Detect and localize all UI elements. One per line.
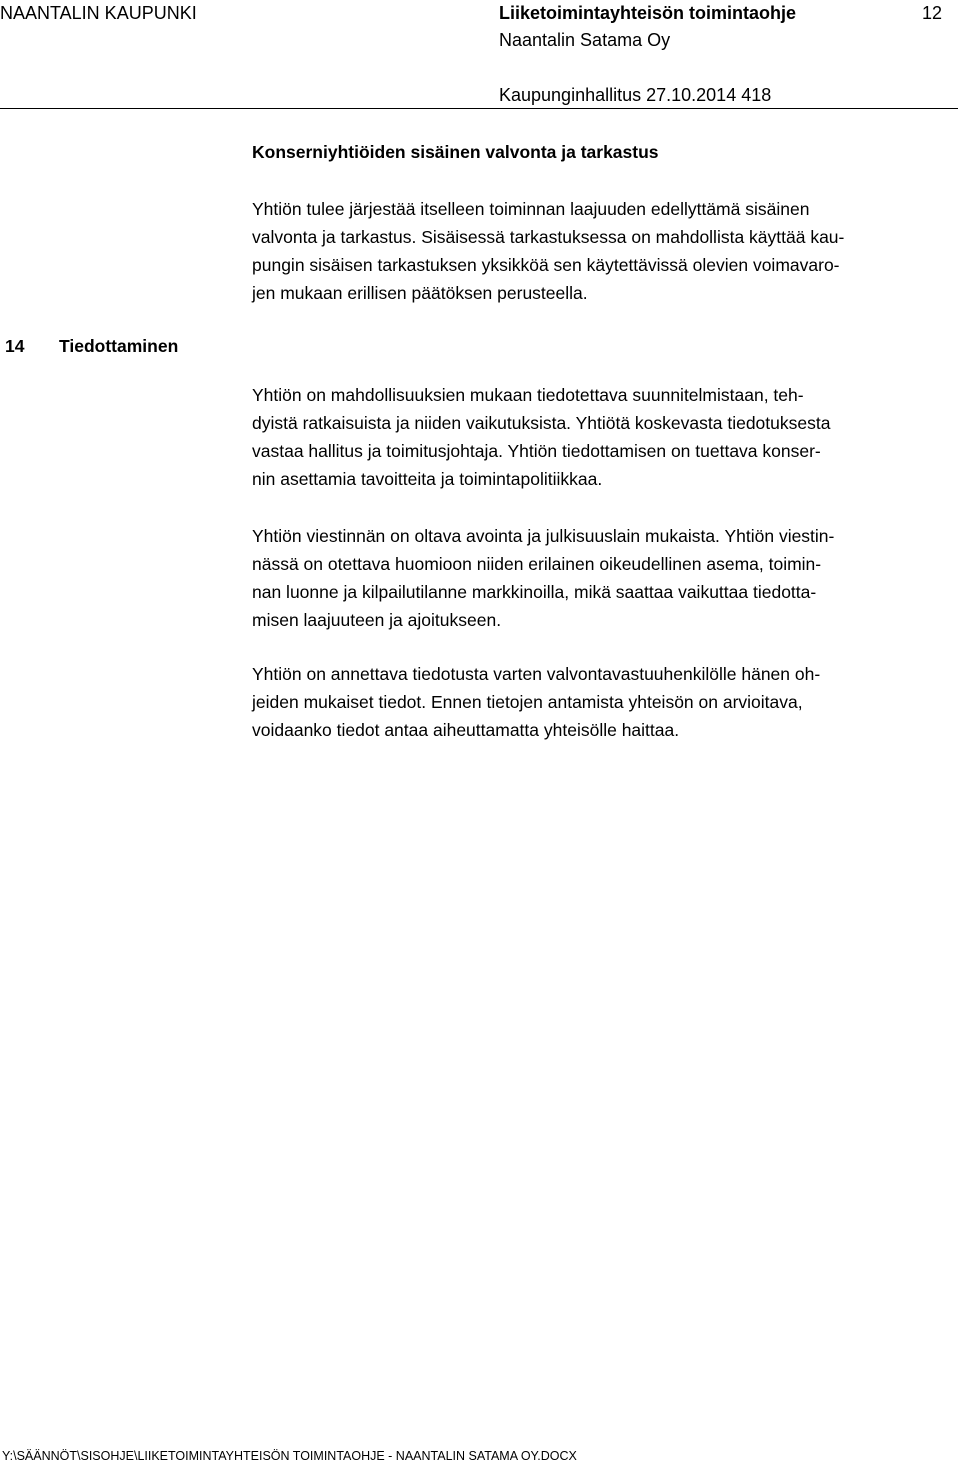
header-page-number: 12 bbox=[922, 3, 943, 23]
text-line: voidaanko tiedot antaa aiheuttamatta yhteisölle haittaa. bbox=[252, 720, 680, 740]
header-organization: NAANTALIN KAUPUNKI bbox=[0, 3, 197, 23]
header-divider bbox=[0, 108, 958, 109]
header-decision-reference: Kaupunginhallitus 27.10.2014 418 bbox=[499, 85, 772, 105]
section-title: Tiedottaminen bbox=[59, 336, 179, 356]
text-line: nan luonne ja kilpailutilanne markkinoilla, mikä saattaa vaikuttaa tiedotta- bbox=[252, 582, 817, 602]
paragraph-communication-1 bbox=[252, 381, 952, 493]
header-company: Naantalin Satama Oy bbox=[499, 30, 671, 50]
text-line: misen laajuuteen ja ajoitukseen. bbox=[252, 610, 502, 630]
text-line: nin asettamia tavoitteita ja toimintapolitiikkaa. bbox=[252, 469, 603, 489]
text-line: Yhtiön on mahdollisuuksien mukaan tiedotettava suunnitelmistaan, teh- bbox=[252, 385, 804, 405]
section-number: 14 bbox=[5, 336, 25, 356]
paragraph-internal-control bbox=[252, 195, 952, 307]
text-line: Yhtiön tulee järjestää itselleen toiminnan laajuuden edellyttämä sisäinen bbox=[252, 199, 810, 219]
text-line: dyistä ratkaisuista ja niiden vaikutuksista. Yhtiötä koskevasta tiedotuksesta bbox=[252, 413, 831, 433]
text-line: valvonta ja tarkastus. Sisäisessä tarkastuksessa on mahdollista käyttää kau- bbox=[252, 227, 845, 247]
text-line: Yhtiön on annettava tiedotusta varten valvontavastuuhenkilölle hänen oh- bbox=[252, 664, 821, 684]
text-line: jen mukaan erillisen päätöksen perusteella. bbox=[252, 283, 588, 303]
paragraph-communication-2 bbox=[252, 522, 952, 634]
text-line: Yhtiön viestinnän on oltava avointa ja julkisuuslain mukaista. Yhtiön viestin- bbox=[252, 526, 835, 546]
text-line: vastaa hallitus ja toimitusjohtaja. Yhtiön tiedottamisen on tuettava konser- bbox=[252, 441, 821, 461]
text-line: pungin sisäisen tarkastuksen yksikköä sen käytettävissä olevien voimavaro- bbox=[252, 255, 840, 275]
paragraph-communication-3 bbox=[252, 660, 952, 744]
header-document-title: Liiketoimintayhteisön toimintaohje bbox=[499, 3, 797, 23]
text-line: jeiden mukaiset tiedot. Ennen tietojen antamista yhteisön on arvioitava, bbox=[252, 692, 803, 712]
footer-file-path: Y:\SÄÄNNÖT\SISOHJE\LIIKETOIMINTAYHTEISÖN TOIMINTAOHJE - NAANTALIN SATAMA OY.DOCX bbox=[2, 1449, 577, 1463]
section-heading-internal-control: Konserniyhtiöiden sisäinen valvonta ja tarkastus bbox=[252, 142, 659, 162]
text-line: nässä on otettava huomioon niiden erilainen oikeudellinen asema, toimin- bbox=[252, 554, 822, 574]
